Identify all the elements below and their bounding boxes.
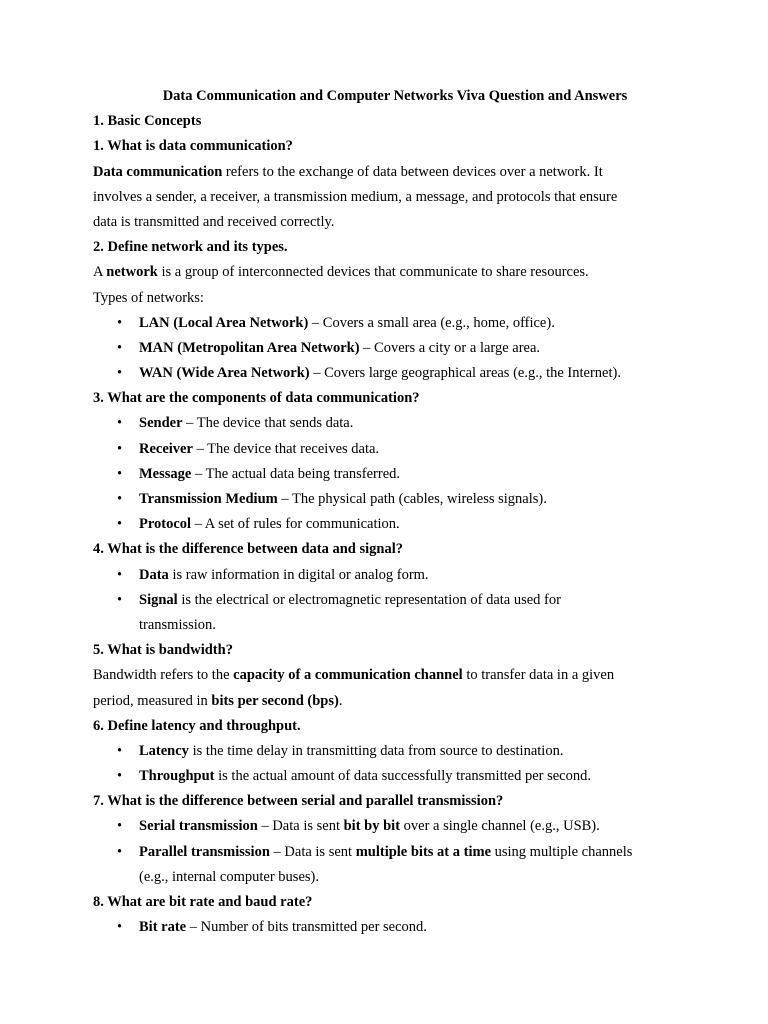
- list-item-term: Transmission Medium: [139, 491, 278, 507]
- list-item-text: – Number of bits transmitted per second.: [186, 919, 427, 936]
- list-item: [93, 487, 693, 512]
- list-item-text: – The device that sends data.: [182, 415, 354, 432]
- bullet-icon: •: [117, 415, 123, 432]
- bullet-icon: •: [117, 919, 123, 936]
- bullet-icon: •: [117, 491, 123, 507]
- list-item: [93, 764, 693, 789]
- bullet-icon: •: [117, 465, 123, 482]
- list-item-text: over a single channel (e.g., USB).: [400, 818, 600, 835]
- document-page: [93, 84, 693, 940]
- list-item: [93, 840, 693, 865]
- bullet-icon: •: [117, 818, 123, 835]
- list-item-term: Sender: [139, 415, 183, 432]
- answer-5-text: to transfer data in a given: [462, 667, 615, 684]
- answer-2-line-1: [93, 260, 693, 285]
- answer-1-term: Data communication: [93, 163, 223, 180]
- document-title: Data Communication and Computer Networks Viva Question and Answers: [162, 88, 628, 104]
- answer-2-text: is a group of interconnected devices that communicate to share resources.: [157, 264, 589, 281]
- bullet-icon: •: [117, 566, 123, 583]
- list-item-text: – Data is sent: [269, 843, 356, 860]
- answer-5-text: Bandwidth refers to the: [93, 667, 234, 684]
- answer-5-line-2: [93, 689, 693, 714]
- list-item-term: Latency: [139, 742, 189, 759]
- list-item: [93, 512, 693, 537]
- list-item-text: is the actual amount of data successfully transmitted per second.: [214, 768, 591, 785]
- list-item-text: – Data is sent: [257, 818, 344, 835]
- list-item-term: Throughput: [139, 768, 215, 785]
- bullet-icon: •: [117, 314, 123, 331]
- answer-5-term: bits per second (bps): [211, 692, 339, 709]
- question-8: 8. What are bit rate and baud rate?: [93, 894, 313, 910]
- list-item-continuation: (e.g., internal computer buses).: [139, 868, 319, 885]
- list-item-term: Data: [139, 566, 169, 583]
- answer-1-text: refers to the exchange of data between devices over a network. It: [222, 163, 603, 180]
- list-item-text: using multiple channels: [491, 843, 633, 860]
- list-item-term: Parallel transmission: [139, 843, 270, 860]
- answer-5-term: capacity of a communication channel: [233, 667, 463, 684]
- list-item-term: Message: [139, 465, 192, 482]
- list-item: [93, 462, 693, 487]
- bullet-icon: •: [117, 440, 123, 457]
- list-item: [93, 437, 693, 462]
- list-item-text: – The physical path (cables, wireless signals).: [277, 491, 547, 507]
- list-item-continuation: transmission.: [139, 616, 216, 633]
- answer-5-text: period, measured in: [93, 692, 212, 709]
- list-item: [93, 588, 693, 613]
- list-item-term: LAN (Local Area Network): [139, 314, 309, 331]
- list-item-text: – Covers a city or a large area.: [359, 339, 541, 356]
- list-item: [93, 411, 693, 436]
- question-3: 3. What are the components of data communication?: [93, 390, 420, 407]
- list-item-term: Serial transmission: [139, 818, 258, 835]
- answer-5-text: .: [338, 692, 343, 709]
- list-item-term: Receiver: [139, 440, 193, 457]
- answer-2-prefix: A: [93, 264, 107, 281]
- list-item: [93, 814, 693, 839]
- list-item-text: – A set of rules for communication.: [191, 516, 400, 533]
- list-item-term: MAN (Metropolitan Area Network): [139, 339, 360, 356]
- list-item-text: – Covers large geographical areas (e.g., the Internet).: [309, 365, 621, 382]
- list-item: [93, 915, 693, 940]
- answer-1-line-3: data is transmitted and received correctly.: [93, 213, 335, 230]
- list-item-text: is the time delay in transmitting data from source to destination.: [188, 742, 564, 759]
- answer-1-line-2: involves a sender, a receiver, a transmission medium, a message, and protocols that ensure: [93, 188, 618, 205]
- bullet-icon: •: [117, 365, 123, 382]
- list-item: [93, 361, 693, 386]
- types-intro: Types of networks:: [93, 289, 204, 306]
- bullet-icon: •: [117, 339, 123, 356]
- bullet-icon: •: [117, 591, 123, 608]
- bullet-icon: •: [117, 843, 123, 860]
- list-item-text: is raw information in digital or analog form.: [168, 566, 429, 583]
- answer-2-term: network: [106, 264, 158, 281]
- list-item: [93, 739, 693, 764]
- list-item-term: bit by bit: [343, 818, 401, 835]
- question-6: 6. Define latency and throughput.: [93, 717, 301, 734]
- list-item-text: – The actual data being transferred.: [191, 465, 401, 482]
- list-item-term: Protocol: [139, 516, 192, 533]
- list-item-text: is the electrical or electromagnetic representation of data used for: [177, 591, 561, 608]
- question-1: 1. What is data communication?: [93, 138, 293, 155]
- question-5: 5. What is bandwidth?: [93, 642, 233, 659]
- list-item: [93, 311, 693, 336]
- bullet-icon: •: [117, 742, 123, 759]
- question-2: 2. Define network and its types.: [93, 239, 288, 256]
- list-item-term: multiple bits at a time: [355, 843, 492, 860]
- bullet-icon: •: [117, 768, 123, 785]
- question-4: 4. What is the difference between data and signal?: [93, 541, 404, 558]
- section-heading: 1. Basic Concepts: [93, 113, 202, 130]
- bullet-icon: •: [117, 516, 123, 533]
- list-item-term: Bit rate: [139, 919, 187, 936]
- list-item-term: Signal: [139, 591, 178, 608]
- answer-1-line-1: [93, 160, 693, 185]
- list-item-term: WAN (Wide Area Network): [139, 365, 310, 382]
- list-item-text: – Covers a small area (e.g., home, office).: [308, 314, 555, 331]
- question-7: 7. What is the difference between serial and parallel transmission?: [93, 793, 504, 810]
- list-item-text: – The device that receives data.: [192, 440, 380, 457]
- list-item: [93, 563, 693, 588]
- answer-5-line-1: [93, 663, 693, 688]
- list-item: [93, 336, 693, 361]
